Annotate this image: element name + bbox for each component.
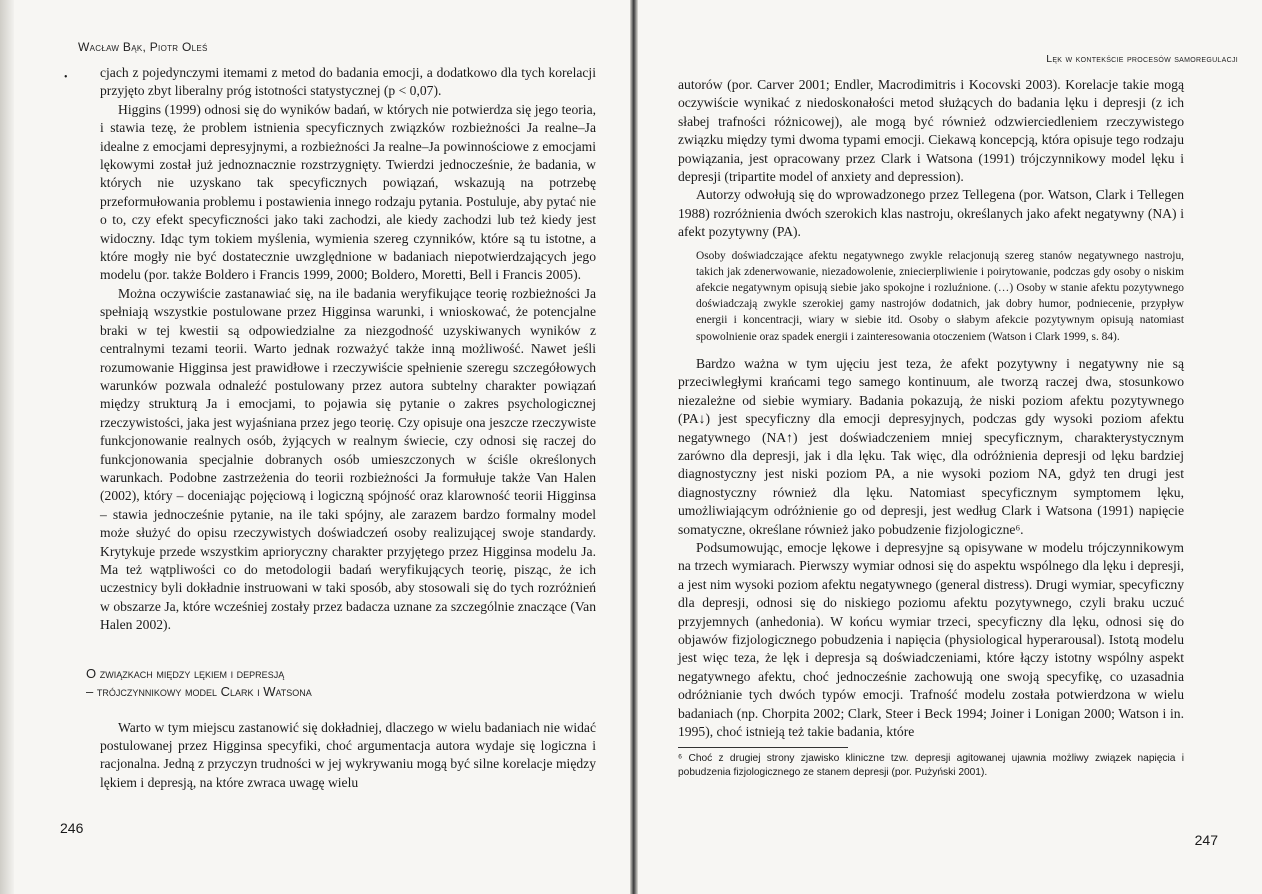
- paragraph: Bardzo ważna w tym ujęciu jest teza, że afekt pozytywny i negatywny nie są przeciwległymi krańcami tego samego kontinuum, ale tworzą raczej dwa, stosunkowo niezależne od siebie wymiary. Badania pokazują, że niski poziom afektu pozytywnego (PA↓) jest specyficzny dla emocji depresyjnych, podczas gdy wysoki poziom afektu negatywnego (NA↑) jest doświadczeniem mniej specyficznym, charakterystycznym zarówno dla depresji, jak i dla lęku. Tak więc, dla odróżnienia depresji od lęku bardziej diagnostyczny jest niski poziom PA, a nie wysoki poziom NA, gdyż ten drugi jest diagnostyczny również dla lęku. Natomiast specyficznym symptomem lęku, umożliwiającym odróżnienie go od depresji, jest według Clark i Watsona (1991) napięcie somatyczne, określane również jako pobudzenie fizjologiczne⁶.: [678, 355, 1184, 537]
- right-page: [636, 0, 1262, 894]
- paragraph: Autorzy odwołują się do wprowadzonego przez Tellegena (por. Watson, Clark i Tellegen 1988) rozróżnienia dwóch szerokich klas nastroju, określanych jako afekt negatywny (NA) i afekt pozytywny (PA).: [678, 187, 1184, 240]
- section-heading-line: O związkach między lękiem i depresją: [86, 665, 285, 681]
- paragraph: Higgins (1999) odnosi się do wyników badań, w których nie potwierdza się jego teoria, i stawia tezę, że problem istnienia specyficznych związków rozbieżności Ja realne–Ja idealne z emocjami depresyjnymi, a rozbieżności Ja realne–Ja powinnościowe z emocjami lękowymi został już jednoznacznie rozstrzygnięty. Twierdzi jednocześnie, że badania, w których nie uzyskano tak specyficznych powiązań, wskazują na potrzebę przeformułowania problemu i postawienia innego rodzaju pytania. Postuluje, aby pytać nie o to, czy efekt specyficzności jako taki zachodzi, ale kiedy zachodzi lub też kiedy jest widoczny. Idąc tym tokiem myślenia, wymienia szereg czynników, które są tu istotne, a które mogły nie być dostatecznie uwzględnione w badaniach niepotwierdzających jego modelu (por. także Boldero i Francis 1999, 2000; Boldero, Moretti, Bell i Francis 2005).: [100, 101, 596, 283]
- section-heading: [86, 665, 596, 701]
- paragraph: Podsumowując, emocje lękowe i depresyjne są opisywane w modelu trójczynnikowym na trzech wymiarach. Pierwszy wymiar odnosi się do aspektu wspólnego dla lęku i depresji, a jest nim wysoki poziom afektu negatywnego (general distress). Drugi wymiar, specyficzny dla depresji, odnosi się do niskiego poziomu afektu pozytywnego, czyli braku uczuć przyjemnych (anhedonia). W końcu wymiar trzeci, specyficzny dla lęku, odnosi się do objawów fizjologicznego pobudzenia i napięcia (physiological hyperarousal). Istotą modelu jest więc teza, że lęk i depresja są doświadczeniami, które łączy istotny wspólny aspekt negatywnego afektu, choć jednocześnie zachowują one swoją specyfikę, co uzasadnia odróżnianie tych dwóch typów emocji. Trafność modelu została potwierdzona w wielu badaniach (np. Chorpita 2002; Clark, Steer i Beck 1994; Joiner i Lonigan 2000; Watson i in. 1995), choć istnieją też takie badania, które: [678, 539, 1184, 739]
- page-number-left: 246: [60, 820, 84, 836]
- margin-mark: •: [64, 72, 68, 83]
- running-head-right: Lęk w kontekście procesów samoregulacji: [1046, 53, 1238, 65]
- left-text-column: [86, 64, 596, 792]
- paragraph: autorów (por. Carver 2001; Endler, Macrodimitris i Kocovski 2003). Korelacje takie mogą oczywiście wynikać z niedoskonałości metod służących do badania lęku i depresji (z ich słabej trafności różnicowej), ale mogą być również odzwierciedleniem rzeczywistego związku między tymi dwoma typami emocji. Ciekawą koncepcją, która opisuje tego rodzaju powiązania, jest opracowany przez Clark i Watsona (1991) trójczynnikowy model lęku i depresji (tripartite model of anxiety and depression).: [678, 77, 1184, 185]
- paragraph: Można oczywiście zastanawiać się, na ile badania weryfikujące teorię rozbieżności Ja spełniają wszystkie postulowane przez Higginsa warunki, i wnioskować, że potencjalne braki w tej kwestii są odpowiedzialne za niezgodność uzyskiwanych wyników z centralnymi tezami teorii. Warto jednak rozważyć także inną możliwość. Nawet jeśli rozumowanie Higginsa jest prawidłowe i rzeczywiście spełnienie szeregu szczegółowych warunków pozwala odnaleźć postulowany przez autora subtelny charakter powiązań między strukturą Ja i emocjami, to pojawia się pytanie o zakres psychologicznej rzeczywistości, jaka jest wyjaśniana przez jego teorię. Czy opisuje ona jeszcze rzeczywiste funkcjonowanie realnych osób, żyjących w realnym świecie, czy odnosi się raczej do funkcjonowania specjalnie dobranych osób umieszczonych w ściśle określonych warunkach. Podobne zastrzeżenia do teorii rozbieżności Ja formułuje także Van Halen (2002), który – doceniając pojęciową i logiczną spójność oraz klarowność teorii Higginsa – stawia jednocześnie pytanie, na ile taki spójny, ale zarazem bardzo formalny model może służyć do opisu rzeczywistych doświadczeń osoby realizującej swoje standardy. Krytykuje przede wszystkim aprioryczny charakter przyjętego przez Higginsa modelu Ja. Ma też wątpliwości co do metodologii badań weryfikujących teorię, pisząc, że ich uczestnicy byli dokładnie instruowani w taki sposób, aby stosowali się do tych rozróżnień w obszarze Ja, które wcześniej zostały przez badacza uznane za szczególnie znaczące (Van Halen 2002).: [100, 285, 596, 633]
- page-number-right: 247: [1194, 832, 1218, 848]
- section-heading-line: – trójczynnikowy model Clark i Watsona: [86, 683, 312, 699]
- footnote-rule: [678, 747, 848, 748]
- block-quote: Osoby doświadczające afektu negatywnego zwykle relacjonują szereg stanów negatywnego nastroju, takich jak zdenerwowanie, niezadowolenie, zniecierpliwienie i poirytowanie, podczas gdy osoby o niskim afekcie negatywnym opisują siebie jako spokojne i rozluźnione. (…) Osoby w stanie afektu pozytywnego doświadczają zwykle szerokiej gamy nastrojów dodatnich, jak dobry humor, podniecenie, przypływ energii i koncentracji, wiary w siebie itd. Osoby o słabym afekcie pozytywnym opisują natomiast spowolnienie oraz spadek energii i zainteresowania otoczeniem (Watson i Clark 1999, s. 84).: [696, 249, 1184, 343]
- footnote: ⁶ Choć z drugiej strony zjawisko kliniczne tzw. depresji agitowanej ujawnia możliwy związek napięcia i pobudzenia fizjologicznego ze stanem depresji (por. Pużyński 2001).: [678, 753, 1184, 779]
- paragraph: cjach z pojedynczymi itemami z metod do badania emocji, a dodatkowo dla tych korelacji przyjęto zbyt liberalny próg istotności statystycznej (p < 0,07).: [100, 65, 596, 99]
- running-head-left: Wacław Bąk, Piotr Oleś: [78, 40, 208, 54]
- right-text-column: [678, 76, 1184, 780]
- paragraph: Warto w tym miejscu zastanowić się dokładniej, dlaczego w wielu badaniach nie widać postulowanej przez Higginsa specyfiki, choć argumentacja autora wydaje się logiczna i racjonalna. Jedną z przyczyn trudności w jej wykrywaniu mogą być silne korelacje między lękiem i depresją, na które zwraca uwagę wielu: [100, 719, 596, 790]
